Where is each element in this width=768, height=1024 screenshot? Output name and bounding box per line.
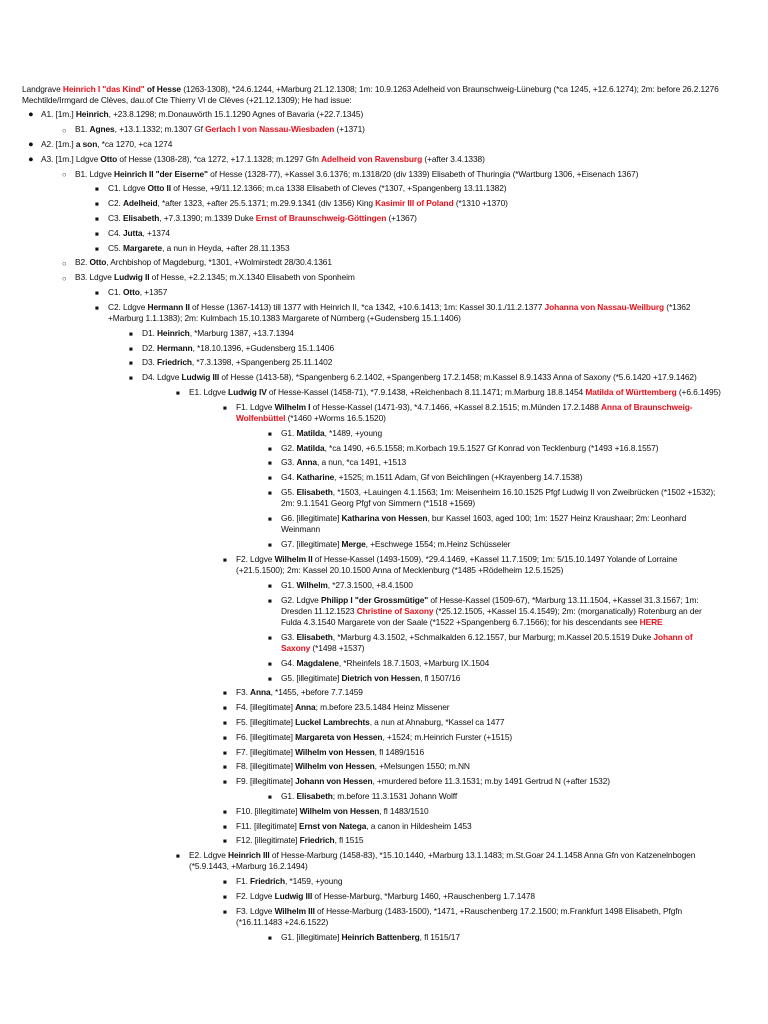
bullet-square-icon: ■ — [223, 764, 227, 772]
entry-text: , bur Kassel 1603, aged 100; 1m: 1527 Heinz Kraushaar; 2m: Leonhard Weinmann — [281, 512, 687, 535]
bullet-dot-icon: ● — [28, 109, 34, 120]
entry-text: of Hesse, +2.2.1345; m.X.1340 Elisabeth von Sponheim — [149, 272, 355, 283]
linked-person[interactable]: Heinrich I "das Kind" — [62, 84, 145, 94]
list-item — [268, 427, 722, 439]
entry-text: B2. — [75, 257, 90, 268]
bullet-dot-icon: ● — [28, 139, 34, 149]
entry-text: (*1460 +Worms 16.5.1520) — [285, 412, 386, 423]
entry-text: F8. [illegitimate] — [236, 761, 296, 772]
person-name: Adelheid — [122, 198, 158, 209]
entry-text: , +Melsungen 1550; m.NN — [374, 761, 470, 772]
genealogy-document — [22, 84, 722, 946]
bullet-square-icon: ■ — [129, 330, 133, 338]
bullet-square-icon: ■ — [95, 230, 99, 238]
entry-text: of Hesse-Kassel (1471-93), *4.7.1466, +Kassel 8.2.1515; m.Münden 17.2.1488 — [310, 401, 601, 412]
entry-text: G1. — [281, 579, 297, 590]
person-name: Otto — [100, 153, 118, 164]
entry-text: of Hesse (1308-28), *ca 1272, +17.1.1328; m.1297 Gfn — [117, 153, 322, 164]
person-name: Hermann — [156, 342, 193, 353]
entry-text: (+1367) — [386, 212, 417, 223]
entry-text: F2. Ldgve — [236, 890, 275, 901]
list-item — [28, 139, 722, 150]
person-name: Wilhelm I — [274, 401, 311, 412]
person-name: Margareta von Hessen — [295, 731, 383, 742]
person-name: Anna — [250, 687, 271, 698]
list-item — [129, 372, 722, 383]
bullet-circle-icon: ○ — [62, 258, 67, 268]
bullet-square-icon: ■ — [223, 690, 227, 698]
entry-text: ; m.before 23.5.1484 Heinz Missener — [315, 702, 450, 713]
entry-text: C3. — [108, 212, 123, 223]
entry-text: Landgrave — [22, 84, 63, 94]
entry-text: , *ca 1490, +6.5.1558; m.Korbach 19.5.1527 Gf Konrad von Tecklenburg (*1493 +16.8.1557) — [324, 442, 659, 453]
list-item — [268, 486, 722, 509]
list-item — [129, 342, 722, 354]
linked-person[interactable]: Anna of Braunschweig-Wolfenbüttel — [236, 401, 693, 423]
entry-text: C2. — [108, 198, 123, 209]
list-item — [223, 746, 722, 758]
entry-text: G2. Ldgve — [281, 594, 321, 605]
entry-text: , *1455, +before 7.7.1459 — [270, 687, 363, 698]
list-item — [176, 850, 722, 872]
entry-text: F2. Ldgve — [236, 553, 275, 564]
person-name: Heinrich — [75, 109, 109, 120]
list-item — [268, 538, 722, 550]
entry-text: , *after 1323, +after 25.5.1371; m.29.9.1341 (div 1356) King — [157, 198, 376, 209]
entry-text: , *1503, +Lauingen 4.1.1563; 1m: Meisenheim 16.10.1525 Pfgf Ludwig II von Zweibrücken (*1502 +1532); 2m: 9.1.1541 Georg Pfgf von Simmern (*1518 +1569) — [281, 486, 716, 509]
bullet-square-icon: ■ — [223, 556, 227, 564]
person-name: Otto — [89, 257, 107, 268]
bullet-square-icon: ■ — [223, 734, 227, 742]
entry-text: , +13.1.1332; m.1307 Gf — [114, 124, 206, 135]
entry-text: (+after 3.4.1338) — [422, 153, 485, 164]
list-item — [62, 168, 722, 180]
entry-text: G7. [illegitimate] — [281, 538, 342, 549]
entry-text: of Hesse (1367-1413) till 1377 with Heinrich II, *ca 1342, +10.6.1413; 1m: Kassel 30.1./11.2.1377 — [189, 301, 545, 312]
list-item — [223, 687, 722, 698]
bullet-square-icon: ■ — [223, 879, 227, 887]
entry-text: , a nun in Heyda, +after 28.11.1353 — [162, 242, 290, 253]
bullet-square-icon: ■ — [95, 215, 99, 223]
person-name: Friedrich — [156, 357, 192, 368]
entry-text: , +1374 — [142, 227, 170, 238]
entry-text: F5. [illegitimate] — [236, 716, 296, 727]
entry-text: of Hesse (1413-58), *Spangenberg 6.2.1402, +Spangenberg 17.2.1458; m.Kassel 8.9.1433 Anna of Saxony (*5.6.1420 +17.9.1462) — [219, 372, 697, 383]
bullet-square-icon: ■ — [223, 823, 227, 831]
entry-text: E2. Ldgve — [189, 850, 229, 861]
person-name: Johann von Hessen — [295, 776, 373, 787]
entry-text: , +1525; m.1511 Adam, Gf von Beichlingen (+Krayenberg 14.7.1538) — [334, 472, 583, 483]
person-name: Otto II — [147, 183, 172, 194]
person-name: Wilhelm von Hessen — [295, 746, 375, 757]
linked-person[interactable]: Johanna von Nassau-Weilburg — [544, 301, 665, 312]
entry-text: , *1459, +young — [284, 876, 343, 887]
entry-text: G5. [illegitimate] — [281, 672, 342, 683]
list-item — [223, 553, 722, 576]
bullet-square-icon: ■ — [129, 345, 133, 353]
bullet-square-icon: ■ — [223, 749, 227, 757]
list-item — [95, 242, 722, 254]
bullet-square-icon: ■ — [268, 489, 272, 497]
bullet-square-icon: ■ — [268, 445, 272, 453]
list-item — [28, 153, 722, 165]
bullet-square-icon: ■ — [223, 908, 227, 916]
entry-text: , a canon in Hildesheim 1453 — [366, 820, 472, 831]
bullet-square-icon: ■ — [223, 838, 227, 846]
person-name: Elisabeth — [296, 631, 333, 642]
entry-text: (*1498 +1537) — [310, 642, 365, 653]
entry-text: G4. — [281, 657, 297, 668]
entry-text: G2. — [281, 442, 297, 453]
entry-text: A2. [1m.] — [41, 139, 76, 149]
entry-text: , a nun, *ca 1491, +1513 — [316, 457, 407, 468]
person-name: Anna — [296, 457, 317, 468]
entry-text: G3. — [281, 631, 297, 642]
entry-text: , Archbishop of Magdeburg, *1301, +Wolmirstedt 28/30.4.1361 — [106, 257, 332, 268]
entry-text: G1. — [281, 790, 297, 801]
linked-person[interactable]: HERE — [639, 616, 663, 627]
list-item — [223, 876, 722, 887]
bullet-circle-icon: ○ — [62, 170, 67, 180]
entry-text: of Hesse-Marburg (1458-83), *15.10.1440, +Marburg 13.1.1483; m.St.Goar 24.1.1458 Anna Gfn von Katzenelnbogen (*5.9.1443, +Marburg 16.2.1494) — [189, 850, 696, 872]
person-name: Margarete — [122, 242, 163, 253]
list-item — [129, 357, 722, 368]
entry-text: (+6.6.1495) — [676, 386, 721, 397]
person-name: Wilhelm — [296, 579, 328, 590]
bullet-square-icon: ■ — [268, 597, 272, 605]
bullet-square-icon: ■ — [268, 793, 272, 801]
bullet-square-icon: ■ — [268, 460, 272, 468]
entry-text: G1. — [281, 427, 297, 438]
linked-person[interactable]: Ernst of Braunschweig-Göttingen — [255, 212, 387, 223]
person-name: a son — [75, 139, 98, 149]
person-name: Heinrich III — [228, 850, 270, 861]
list-item — [95, 198, 722, 209]
person-name: Friedrich — [250, 876, 285, 887]
bullet-square-icon: ■ — [176, 389, 180, 397]
list-item — [223, 820, 722, 832]
linked-person[interactable]: Matilda of Württemberg — [585, 386, 677, 397]
entry-text: F10. [illegitimate] — [236, 805, 300, 816]
entry-text: , fl 1515 — [334, 835, 364, 846]
entry-text: , fl 1515/17 — [419, 931, 460, 942]
entry-text: F1. — [236, 876, 251, 887]
entry-text: , *ca 1270, +ca 1274 — [97, 139, 173, 149]
person-name: Wilhelm II — [274, 553, 313, 564]
bullet-square-icon: ■ — [129, 360, 133, 368]
list-item — [95, 183, 722, 194]
list-item — [223, 890, 722, 902]
person-name: Friedrich — [299, 835, 335, 846]
entry-text: , +1524; m.Heinrich Furster (+1515) — [382, 731, 513, 742]
list-item — [223, 761, 722, 772]
list-item — [95, 286, 722, 298]
linked-person[interactable]: Gerlach I von Nassau-Wiesbaden — [205, 124, 335, 135]
bullet-dot-icon: ● — [28, 153, 34, 164]
person-name: Wilhelm III — [274, 905, 315, 916]
entry-text: B1. Ldgve — [75, 168, 115, 179]
bullet-square-icon: ■ — [95, 186, 99, 194]
entry-text: , *27.3.1500, +8.4.1500 — [327, 579, 413, 590]
entry-text: F9. [illegitimate] — [236, 776, 296, 787]
entry-text: B3. Ldgve — [75, 272, 115, 283]
person-name: Matilda — [296, 427, 325, 438]
person-name: Ludwig IV — [228, 386, 267, 397]
list-item — [223, 905, 722, 928]
bullet-square-icon: ■ — [95, 289, 99, 297]
entry-text: C4. — [108, 227, 123, 238]
entry-text: F12. [illegitimate] — [236, 835, 300, 846]
linked-person[interactable]: Adelheid von Ravensburg — [321, 153, 423, 164]
entry-text: , *1489, +young — [324, 427, 383, 438]
bullet-square-icon: ■ — [268, 515, 272, 523]
list-item — [268, 512, 722, 535]
entry-text: of Hesse-Marburg, *Marburg 1460, +Rauschenberg 1.7.1478 — [312, 890, 535, 901]
bullet-square-icon: ■ — [268, 430, 272, 438]
bullet-square-icon: ■ — [223, 719, 227, 727]
entry-text: of Hesse, +9/11.12.1366; m.ca 1338 Elisabeth of Cleves (*1307, +Spangenberg 13.11.1382) — [171, 183, 507, 194]
person-name: Matilda — [296, 442, 325, 453]
person-name: Wilhelm von Hessen — [295, 761, 375, 772]
entry-text: F4. [illegitimate] — [236, 702, 296, 713]
list-item — [62, 257, 722, 268]
bullet-square-icon: ■ — [268, 675, 272, 683]
entry-text: G3. — [281, 457, 297, 468]
list-item — [95, 212, 722, 224]
list-item — [95, 301, 722, 324]
list-item — [95, 227, 722, 239]
list-item — [223, 835, 722, 846]
entry-text: D1. — [142, 327, 157, 338]
entry-text: F1. Ldgve — [236, 401, 275, 412]
descendants-list — [22, 109, 722, 942]
list-item — [223, 401, 722, 424]
bullet-square-icon: ■ — [95, 245, 99, 253]
person-name: Otto — [122, 286, 140, 297]
entry-text: C1. Ldgve — [108, 183, 148, 194]
bullet-square-icon: ■ — [268, 541, 272, 549]
person-name: Heinrich Battenberg — [341, 931, 420, 942]
person-name: Magdalene — [296, 657, 339, 668]
bullet-square-icon: ■ — [268, 660, 272, 668]
bullet-square-icon: ■ — [95, 304, 99, 312]
linked-person[interactable]: Christine of Saxony — [356, 605, 434, 616]
list-item — [268, 472, 722, 483]
entry-text: of Hesse-Kassel (1458-71), *7.9.1438, +Reichenbach 8.11.1471; m.Marburg 18.8.1454 — [266, 386, 586, 397]
bullet-square-icon: ■ — [268, 475, 272, 483]
entry-text: , a nun at Ahnaburg, *Kassel ca 1477 — [369, 716, 505, 727]
entry-text: , fl 1489/1516 — [374, 746, 425, 757]
entry-text: , +murdered before 11.3.1531; m.by 1491 Gertrud N (+after 1532) — [372, 776, 610, 787]
person-name: Katharina von Hessen — [341, 512, 428, 523]
entry-text: B1. — [75, 124, 90, 135]
entry-text: , fl 1507/16 — [420, 672, 461, 683]
entry-text: D3. — [142, 357, 157, 368]
bullet-square-icon: ■ — [223, 404, 227, 412]
entry-text: C5. — [108, 242, 123, 253]
entry-text: , *Marburg 1387, +13.7.1394 — [189, 327, 294, 338]
bullet-circle-icon: ○ — [62, 273, 67, 283]
list-item — [176, 386, 722, 398]
entry-text: of Hesse-Marburg (1483-1500), *1471, +Rauschenberg 17.2.1500; m.Frankfurt 1498 Elisabeth, Pfgfn (*16.11.1483 +24.6.1522) — [236, 905, 683, 927]
entry-text: F3. Ldgve — [236, 905, 275, 916]
list-item — [28, 109, 722, 120]
bullet-circle-icon: ○ — [62, 125, 67, 135]
list-item — [223, 731, 722, 743]
entry-text: A1. [1m.] — [41, 109, 76, 120]
person-name: Dietrich von Hessen — [341, 672, 421, 683]
bullet-square-icon: ■ — [268, 934, 272, 942]
bullet-square-icon: ■ — [223, 808, 227, 816]
person-name: Philipp I "der Grossmütige" — [320, 594, 429, 605]
person-name: Ludwig III — [181, 372, 220, 383]
list-item — [268, 594, 722, 629]
bullet-square-icon: ■ — [95, 201, 99, 209]
linked-person[interactable]: Kasimir III of Poland — [375, 198, 454, 209]
entry-text: (1263-1308), *24.6.1244, +Marburg 21.12.1308; 1m: 10.9.1263 Adelheid von Braunschweig-Lüneburg (*ca 1245, +12.6.1274); 2m: before 26.2.1276 Mechtilde/Irmgard de Clèves, dau.of Cte Thierry VI de Clèves (+21.12.1309); He had issue: — [22, 84, 719, 106]
person-name: Katharine — [296, 472, 335, 483]
list-item — [223, 702, 722, 713]
list-item — [223, 805, 722, 817]
entry-text: , *7.3.1398, +Spangenberg 25.11.1402 — [191, 357, 333, 368]
entry-text: , *Rheinfels 18.7.1503, +Marburg IX.1504 — [338, 657, 490, 668]
entry-text: F11. [illegitimate] — [236, 820, 300, 831]
bullet-square-icon: ■ — [129, 375, 133, 383]
person-name: Merge — [341, 538, 366, 549]
bullet-square-icon: ■ — [223, 893, 227, 901]
entry-text: , fl 1483/1510 — [379, 805, 429, 816]
entry-text: (*1310 +1370) — [453, 198, 508, 209]
person-name: Ludwig III — [274, 890, 313, 901]
entry-text: F6. [illegitimate] — [236, 731, 296, 742]
entry-text: , +Eschwege 1554; m.Heinz Schüsseler — [365, 538, 511, 549]
bullet-square-icon: ■ — [223, 705, 227, 713]
entry-text: ; m.before 11.3.1531 Johann Wolff — [332, 790, 458, 801]
entry-text: F3. — [236, 687, 251, 698]
list-item — [268, 442, 722, 454]
bullet-square-icon: ■ — [268, 634, 272, 642]
person-name: Elisabeth — [296, 790, 333, 801]
entry-text: , *Marburg 4.3.1502, +Schmalkalden 6.12.1557, bur Marburg; m.Kassel 20.5.1519 Duke — [332, 631, 654, 642]
list-item — [62, 272, 722, 283]
person-name: Jutta — [122, 227, 143, 238]
list-item — [62, 124, 722, 135]
entry-text: (*1362 +Marburg 1.1.1383); 2m: Kulmbach 15.10.1383 Margarete of Nürnberg (+Gudensberg 15.1.1406) — [108, 301, 691, 323]
person-name: of Hesse — [144, 84, 181, 94]
entry-text: G6. [illegitimate] — [281, 512, 342, 523]
intro-paragraph — [22, 84, 722, 106]
list-item — [129, 327, 722, 339]
entry-text: , +1357 — [139, 286, 168, 297]
person-name: Wilhelm von Hessen — [299, 805, 380, 816]
entry-text: , *18.10.1396, +Gudensberg 15.1.1406 — [192, 342, 335, 353]
linked-person[interactable]: Johann of Saxony — [281, 631, 693, 653]
person-name: Agnes — [89, 124, 115, 135]
person-name: Ludwig II — [114, 272, 150, 283]
person-name: Hermann II — [147, 301, 190, 312]
entry-text: of Hesse (1328-77), +Kassel 3.6.1376; m.1318/20 (div 1339) Elisabeth of Thuringia (*Wartburg 1306, +Eisenach 1367) — [207, 168, 639, 179]
bullet-square-icon: ■ — [176, 853, 180, 861]
entry-text: G5. — [281, 486, 297, 497]
entry-text: D2. — [142, 342, 157, 353]
list-item — [268, 931, 722, 943]
list-item — [223, 776, 722, 787]
entry-text: E1. Ldgve — [189, 386, 229, 397]
entry-text: of Hesse-Kassel (1493-1509), *29.4.1469, +Kassel 11.7.1509; 1m: 5/15.10.1497 Yolande of Lorraine (+21.5.1500); 2m: Kassel 20.10.1500 Anna of Mecklenburg (*1485 +Rödelheim 12.5.1525) — [236, 553, 678, 575]
list-item — [268, 657, 722, 669]
list-item — [268, 631, 722, 654]
entry-text: G4. — [281, 472, 297, 483]
person-name: Ernst von Natega — [299, 820, 367, 831]
list-item — [268, 672, 722, 684]
entry-text: F7. [illegitimate] — [236, 746, 296, 757]
person-name: Elisabeth — [122, 212, 160, 223]
bullet-square-icon: ■ — [223, 779, 227, 787]
list-item — [268, 457, 722, 468]
entry-text: , +23.8.1298; m.Donauwörth 15.1.1290 Agnes of Bavaria (+22.7.1345) — [108, 109, 364, 120]
list-item — [268, 790, 722, 802]
entry-text: of Hesse-Kassel (1509-67), *Marburg 13.11.1504, +Kassel 31.3.1567; 1m: Dresden 11.12.1523 — [281, 594, 699, 616]
bullet-square-icon: ■ — [268, 582, 272, 590]
list-item — [223, 716, 722, 728]
entry-text: (+1371) — [334, 124, 365, 135]
entry-text: (*25.12.1505, +Kassel 15.4.1549); 2m: (morganatically) Rotenburg an der Fulda 4.3.1540 Margarete von der Saale (*1522 +Spangenberg 6.7.1566); for his descendants see — [281, 605, 702, 627]
person-name: Elisabeth — [296, 486, 333, 497]
entry-text: G1. [illegitimate] — [281, 931, 342, 942]
list-item — [268, 579, 722, 591]
entry-text: C2. Ldgve — [108, 301, 148, 312]
entry-text: A3. [1m.] Ldgve — [41, 153, 101, 164]
entry-text: D4. Ldgve — [142, 372, 182, 383]
person-name: Heinrich II "der Eiserne" — [114, 168, 208, 179]
person-name: Luckel Lambrechts — [295, 716, 370, 727]
person-name: Anna — [295, 702, 316, 713]
entry-text: C1. — [108, 286, 123, 297]
entry-text: , +7.3.1390; m.1339 Duke — [159, 212, 256, 223]
person-name: Heinrich — [156, 327, 190, 338]
